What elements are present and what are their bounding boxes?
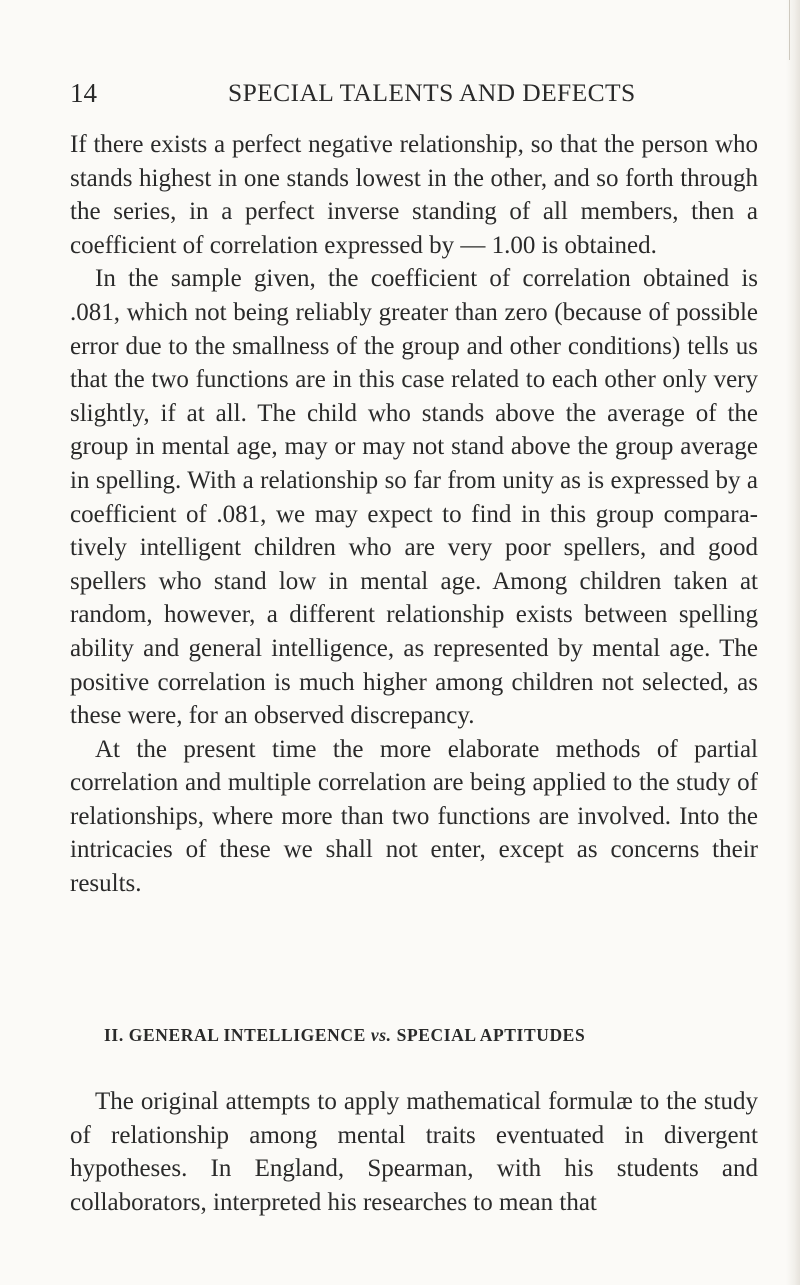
page-number: 14 <box>70 78 97 108</box>
paragraph-original-attempts: The original attempts to apply mathematical formulæ to the study of relationship among mental traits eventuated in divergent hypotheses. In England, Spearman, with his students and collaborators, interpreted his researches to mean that <box>70 1088 758 1216</box>
paragraph-sample-coefficient: In the sample given, the coefficient of correlation obtained is .081, which not being reliably greater than zero (because of possible error due to the smallness of the group and other conditions) tells us that the two functions are in this case related to each other only very slightly, if at all. The child who stands above the average of the group in mental age, may or may not stand above the group average in spelling. With a relationship so far from unity as is expressed by a coefficient of .081, we may expect to find in this group comparatively intelligent children who are very poor spellers, and good spellers who stand low in mental age. Among children taken at random, however, a different relationship exists between spelling ability and general intelligence, as represented by mental age. The positive correlation is much higher among children not selected, as these were, for an observed discrepancy. <box>70 265 758 730</box>
page-edge-shadow <box>786 0 800 1285</box>
page-edge-line <box>789 0 790 60</box>
paragraph-negative-relationship: If there exists a perfect negative relationship, so that the person who stands highest in one stands lowest in the other, and so forth through the series, in a perfect inverse standing of all members, then a coefficient of correlation expressed by — 1.00 is obtained. <box>70 131 758 259</box>
section-heading-end: SPECIAL APTITUDES <box>391 1025 586 1045</box>
running-head-title: SPECIAL TALENTS AND DEFECTS <box>228 78 636 107</box>
running-header <box>70 76 760 110</box>
section-body-text <box>70 1085 758 1219</box>
section-heading-start: II. GENERAL INTELLIGENCE <box>104 1025 371 1045</box>
section-heading <box>104 1022 585 1048</box>
section-heading-vs: vs. <box>370 1025 392 1045</box>
paragraph-partial-correlation: At the present time the more elaborate methods of partial correlation and multiple correlation are being applied to the study of relationships, where more than two functions are involved. Into the intricacies of these we shall not enter, except as concerns their results. <box>70 735 758 898</box>
body-text <box>70 128 758 901</box>
